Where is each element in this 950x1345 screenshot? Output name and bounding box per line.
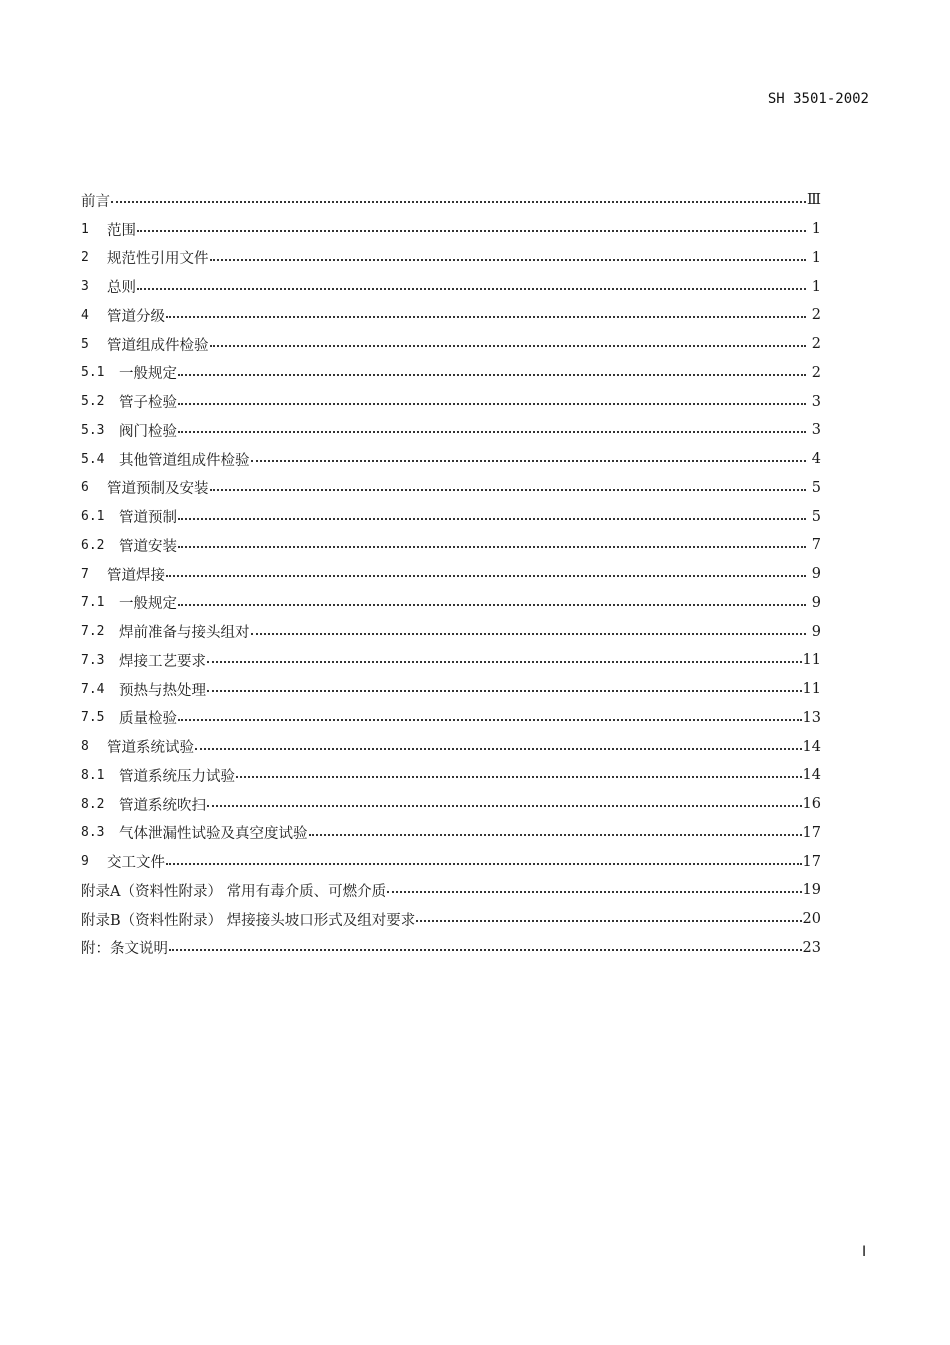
toc-entry-page: 20 [802, 911, 821, 928]
toc-entry-title: 管道安装 [119, 538, 177, 555]
toc-entry[interactable] [81, 359, 821, 388]
toc-entry-title: 附录B（资料性附录） 焊接接头坡口形式及组对要求 [81, 912, 416, 929]
toc-entry[interactable] [81, 704, 821, 733]
toc-entry-page: 4 [811, 451, 821, 468]
toc-entry[interactable] [81, 617, 821, 646]
toc-entry-number: 7.1 [81, 595, 105, 611]
toc-entry[interactable] [81, 934, 821, 963]
toc-entry-number: 7.4 [81, 681, 105, 697]
toc-entry-title: 管道预制 [119, 510, 177, 527]
toc-entry-page: 9 [811, 566, 821, 583]
dot-leader [178, 719, 802, 721]
toc-entry[interactable] [81, 387, 821, 416]
toc-entry-page: 1 [811, 221, 821, 238]
dot-leader [178, 604, 806, 606]
toc-entry-page: 11 [802, 681, 821, 698]
toc-entry[interactable] [81, 416, 821, 445]
toc-entry-title: 交工文件 [107, 855, 165, 872]
toc-entry[interactable] [81, 646, 821, 675]
toc-entry[interactable] [81, 761, 821, 790]
toc-entry-page: 2 [811, 364, 821, 381]
toc-entry[interactable] [81, 732, 821, 761]
toc-entry-page: 5 [811, 508, 821, 525]
toc-entry-title: 总则 [107, 280, 136, 297]
dot-leader [195, 748, 802, 750]
dot-leader [137, 288, 806, 290]
dot-leader [251, 460, 807, 462]
toc-entry[interactable] [81, 272, 821, 301]
toc-entry[interactable] [81, 244, 821, 273]
toc-entry-number: 7.3 [81, 652, 105, 668]
dot-leader [251, 633, 807, 635]
toc-entry-page: 11 [802, 652, 821, 669]
toc-entry-page: Ⅲ [807, 192, 821, 209]
dot-leader [236, 776, 802, 778]
toc-entry-number: 6.1 [81, 509, 105, 525]
toc-entry-number: 5.2 [81, 394, 105, 410]
toc-entry-title: 其他管道组成件检验 [119, 452, 250, 469]
dot-leader [178, 546, 806, 548]
toc-entry-number: 5 [81, 336, 89, 352]
toc-entry[interactable] [81, 186, 821, 215]
toc-entry-page: 17 [802, 824, 821, 841]
toc-entry[interactable] [81, 445, 821, 474]
dot-leader [210, 259, 807, 261]
toc-entry[interactable] [81, 790, 821, 819]
table-of-contents [81, 186, 821, 962]
dot-leader [416, 920, 801, 922]
dot-leader [207, 805, 802, 807]
toc-entry-title: 预热与热处理 [119, 682, 206, 699]
toc-entry-number: 5.4 [81, 451, 105, 467]
toc-entry-title: 阀门检验 [119, 423, 177, 440]
toc-entry-page: 19 [802, 882, 821, 899]
toc-entry-number: 7.2 [81, 624, 105, 640]
toc-entry-number: 6.2 [81, 537, 105, 553]
toc-entry[interactable] [81, 215, 821, 244]
dot-leader [178, 518, 806, 520]
toc-entry-title: 一般规定 [119, 366, 177, 383]
dot-leader [137, 230, 806, 232]
toc-entry-number: 1 [81, 221, 89, 237]
toc-entry-page: 14 [802, 738, 821, 755]
dot-leader [210, 345, 807, 347]
toc-entry[interactable] [81, 301, 821, 330]
toc-entry-title: 管道焊接 [107, 567, 165, 584]
dot-leader [111, 201, 806, 203]
toc-entry-title: 质量检验 [119, 711, 177, 728]
toc-entry-page: 3 [811, 393, 821, 410]
toc-entry-title: 焊接工艺要求 [119, 653, 206, 670]
toc-entry[interactable] [81, 330, 821, 359]
toc-entry[interactable] [81, 819, 821, 848]
toc-entry-page: 2 [811, 336, 821, 353]
toc-entry-title: 管道系统吹扫 [119, 797, 206, 814]
dot-leader [309, 834, 802, 836]
toc-entry-page: 14 [802, 767, 821, 784]
dot-leader [166, 863, 802, 865]
page-number: I [862, 1244, 867, 1260]
toc-entry-page: 1 [811, 249, 821, 266]
toc-entry[interactable] [81, 876, 821, 905]
dot-leader [178, 431, 806, 433]
toc-entry[interactable] [81, 847, 821, 876]
toc-entry-page: 13 [802, 709, 821, 726]
toc-entry-title: 前言 [81, 193, 110, 210]
toc-entry-page: 1 [811, 278, 821, 295]
dot-leader [387, 891, 801, 893]
toc-entry-number: 8.1 [81, 767, 105, 783]
toc-entry-number: 7.5 [81, 710, 105, 726]
dot-leader [178, 403, 806, 405]
toc-entry-page: 17 [802, 853, 821, 870]
toc-entry-title: 管道系统压力试验 [119, 768, 235, 785]
toc-entry-title: 规范性引用文件 [107, 251, 209, 268]
dot-leader [169, 949, 802, 951]
toc-entry-title: 气体泄漏性试验及真空度试验 [119, 826, 308, 843]
toc-entry-number: 6 [81, 480, 89, 496]
toc-entry-number: 3 [81, 279, 89, 295]
toc-entry-title: 一般规定 [119, 596, 177, 613]
toc-entry-title: 附：条文说明 [81, 941, 168, 958]
toc-entry-page: 7 [811, 537, 821, 554]
dot-leader [166, 575, 806, 577]
standard-code: SH 3501-2002 [767, 91, 869, 107]
toc-entry-title: 管子检验 [119, 395, 177, 412]
toc-entry-page: 5 [811, 479, 821, 496]
toc-entry-title: 附录A（资料性附录） 常用有毒介质、可燃介质 [81, 883, 387, 900]
dot-leader [166, 316, 806, 318]
toc-entry-number: 5.3 [81, 422, 105, 438]
toc-entry-number: 2 [81, 250, 89, 266]
toc-entry-page: 9 [811, 623, 821, 640]
toc-entry[interactable] [81, 675, 821, 704]
toc-entry-title: 管道预制及安装 [107, 481, 209, 498]
toc-entry-page: 9 [811, 594, 821, 611]
dot-leader [210, 489, 807, 491]
toc-entry-title: 管道分级 [107, 308, 165, 325]
toc-entry-number: 8 [81, 739, 89, 755]
toc-entry-title: 管道组成件检验 [107, 337, 209, 354]
toc-entry-title: 范围 [107, 222, 136, 239]
toc-entry-number: 7 [81, 566, 89, 582]
toc-entry-page: 2 [811, 307, 821, 324]
toc-entry-number: 4 [81, 307, 89, 323]
toc-entry-number: 5.1 [81, 365, 105, 381]
toc-entry[interactable] [81, 905, 821, 934]
dot-leader [207, 661, 802, 663]
toc-entry-number: 9 [81, 854, 89, 870]
toc-entry-title: 焊前准备与接头组对 [119, 625, 250, 642]
toc-entry[interactable] [81, 589, 821, 618]
toc-entry-page: 16 [802, 796, 821, 813]
toc-entry-title: 管道系统试验 [107, 740, 194, 757]
toc-entry-number: 8.2 [81, 796, 105, 812]
toc-entry-page: 23 [802, 939, 821, 956]
toc-entry[interactable] [81, 502, 821, 531]
dot-leader [207, 690, 802, 692]
toc-entry[interactable] [81, 560, 821, 589]
toc-entry[interactable] [81, 531, 821, 560]
toc-entry[interactable] [81, 474, 821, 503]
dot-leader [178, 374, 806, 376]
toc-entry-page: 3 [811, 422, 821, 439]
toc-entry-number: 8.3 [81, 825, 105, 841]
